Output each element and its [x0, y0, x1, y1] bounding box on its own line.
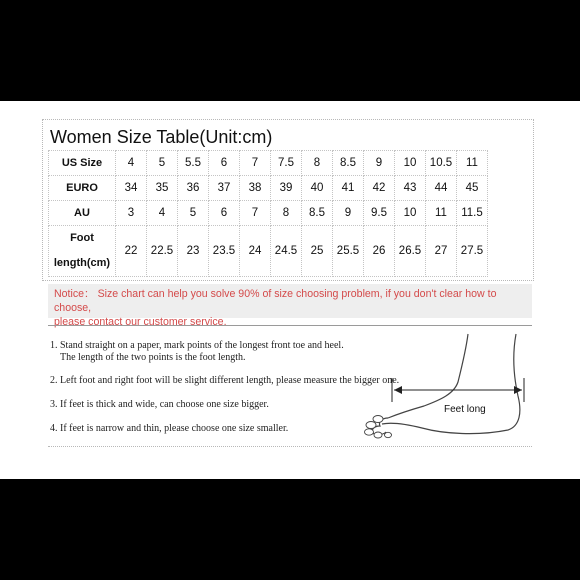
size-cell: 45 — [457, 176, 488, 201]
toes-group — [365, 416, 392, 439]
foot-measure-diagram — [348, 326, 532, 442]
size-cell: 42 — [364, 176, 395, 201]
foot-length-cell: 24.5 — [271, 226, 302, 277]
size-cell: 9 — [333, 201, 364, 226]
size-cell: 41 — [333, 176, 364, 201]
size-cell: 10.5 — [426, 151, 457, 176]
foot-length-cell: 23.5 — [209, 226, 240, 277]
size-cell: 11 — [457, 151, 488, 176]
foot-label-line-1: Foot — [70, 232, 94, 244]
bottom-divider — [48, 446, 532, 447]
instruction-step-2: 2. Left foot and right foot will be slight different length, please measure the bigger one. — [50, 375, 400, 386]
size-row — [49, 201, 488, 226]
instruction-step-4: 4. If feet is narrow and thin, please choose one size smaller. — [50, 423, 289, 434]
size-cell: 37 — [209, 176, 240, 201]
size-cell: 10 — [395, 151, 426, 176]
foot-length-cell: 23 — [178, 226, 209, 277]
page-canvas — [0, 101, 580, 479]
foot-length-cell: 24 — [240, 226, 271, 277]
size-cell: 7 — [240, 151, 271, 176]
foot-length-row — [49, 226, 488, 277]
foot-length-cell: 22.5 — [147, 226, 178, 277]
foot-length-cell: 25.5 — [333, 226, 364, 277]
foot-length-cell: 27.5 — [457, 226, 488, 277]
size-cell: 40 — [302, 176, 333, 201]
size-cell: 4 — [147, 201, 178, 226]
size-row — [49, 176, 488, 201]
size-cell: 44 — [426, 176, 457, 201]
size-cell: 7 — [240, 201, 271, 226]
size-cell: 8.5 — [333, 151, 364, 176]
size-cell: 5.5 — [178, 151, 209, 176]
size-chart-card — [42, 119, 534, 455]
instruction-step-1: 1. Stand straight on a paper, mark points of the longest front toe and heel. — [50, 340, 344, 351]
size-cell: 11.5 — [457, 201, 488, 226]
size-cell: 7.5 — [271, 151, 302, 176]
instruction-step-3: 3. If feet is thick and wide, can choose one size bigger. — [50, 399, 269, 410]
size-cell: 5 — [147, 151, 178, 176]
table-title: Women Size Table(Unit:cm) — [50, 127, 273, 147]
size-cell: 9 — [364, 151, 395, 176]
size-cell: 36 — [178, 176, 209, 201]
instructions-section — [48, 325, 532, 442]
row-header: EURO — [49, 176, 116, 201]
notice-line-2: please contact our customer service. — [54, 316, 227, 328]
size-row — [49, 151, 488, 176]
size-cell: 6 — [209, 151, 240, 176]
instruction-step-1-continued: The length of the two points is the foot length. — [60, 352, 246, 363]
arrow-left-icon — [394, 386, 402, 394]
foot-length-cell: 25 — [302, 226, 333, 277]
foot-label-line-2: length(cm) — [53, 257, 111, 269]
size-cell: 6 — [209, 201, 240, 226]
notice-line-1: Notice： Size chart can help you solve 90% of size choosing problem, if you don't clear how to choose, — [54, 288, 497, 314]
size-cell: 34 — [116, 176, 147, 201]
size-cell: 11 — [426, 201, 457, 226]
size-cell: 43 — [395, 176, 426, 201]
size-cell: 3 — [116, 201, 147, 226]
arrow-right-icon — [514, 386, 522, 394]
size-cell: 8 — [271, 201, 302, 226]
foot-length-cell: 26.5 — [395, 226, 426, 277]
size-table — [48, 150, 488, 277]
size-cell: 8.5 — [302, 201, 333, 226]
foot-length-cell: 27 — [426, 226, 457, 277]
row-header — [49, 226, 116, 277]
size-cell: 39 — [271, 176, 302, 201]
size-cell: 4 — [116, 151, 147, 176]
feet-long-label: Feet long — [444, 404, 486, 415]
size-cell: 9.5 — [364, 201, 395, 226]
size-cell: 35 — [147, 176, 178, 201]
size-cell: 5 — [178, 201, 209, 226]
foot-length-cell: 22 — [116, 226, 147, 277]
size-cell: 8 — [302, 151, 333, 176]
row-header: AU — [49, 201, 116, 226]
size-cell: 10 — [395, 201, 426, 226]
size-cell: 38 — [240, 176, 271, 201]
notice-box — [48, 284, 532, 328]
foot-outline — [382, 334, 520, 434]
row-header: US Size — [49, 151, 116, 176]
foot-length-cell: 26 — [364, 226, 395, 277]
